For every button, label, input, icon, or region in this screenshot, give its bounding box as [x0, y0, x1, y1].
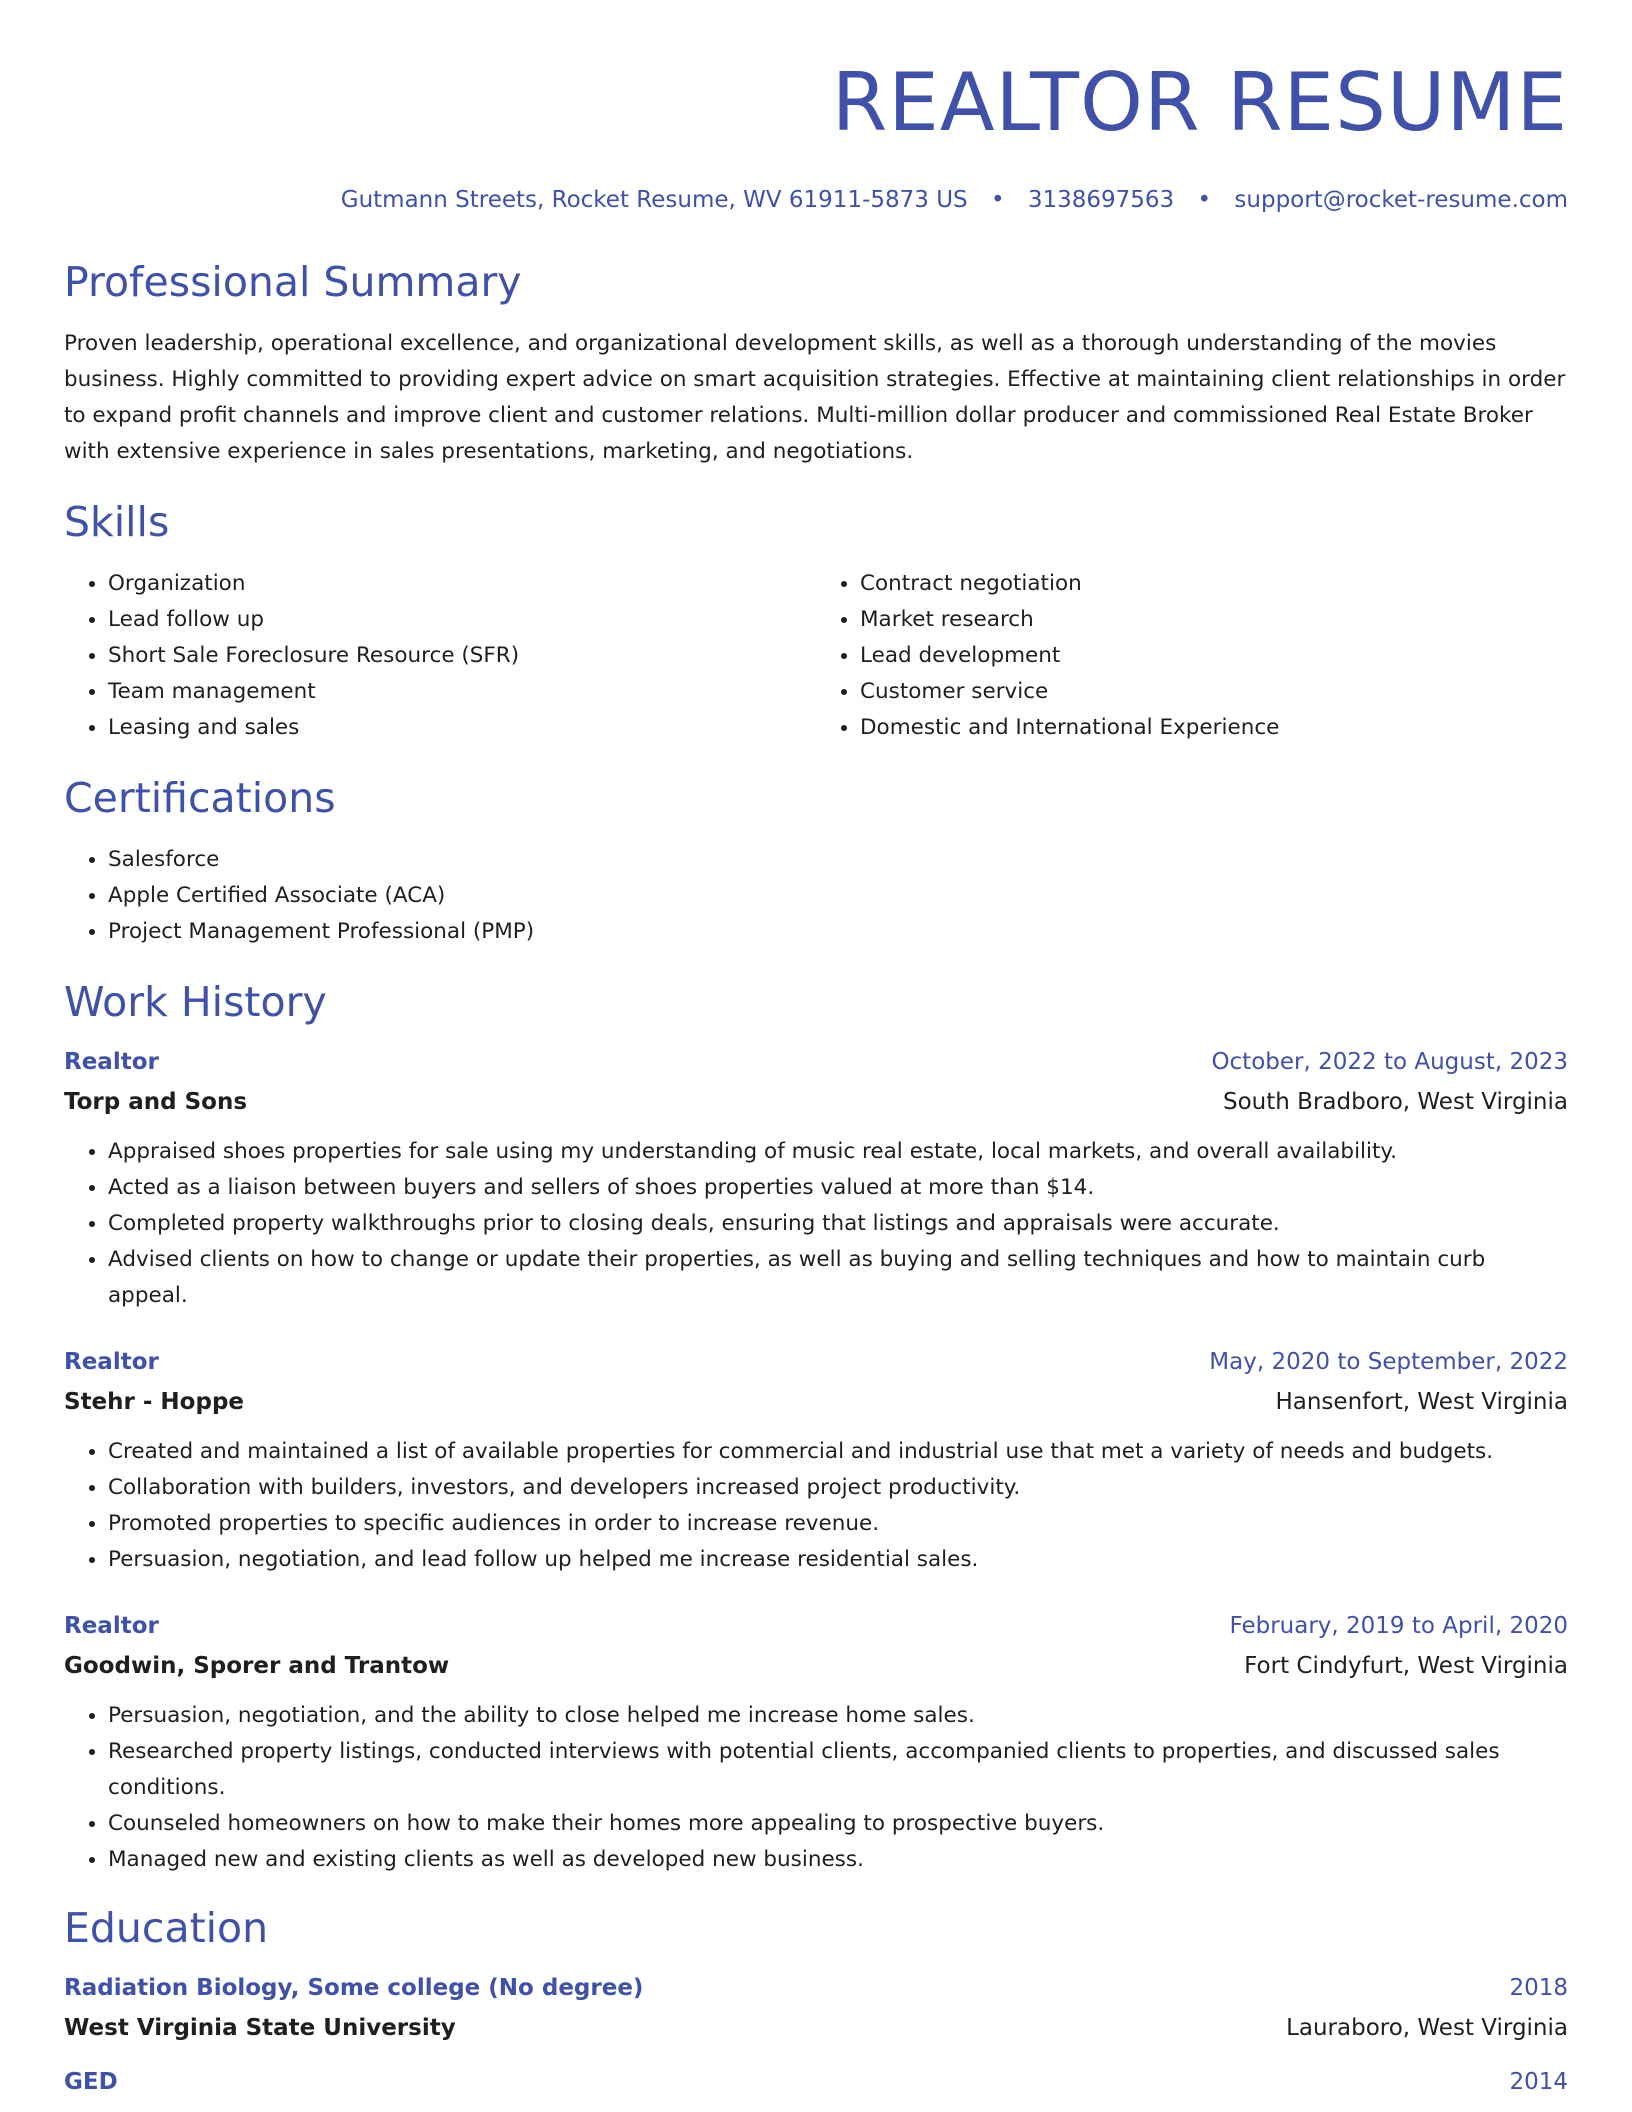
education-entry — [64, 1970, 1568, 2046]
job-title: Realtor — [64, 1049, 159, 1075]
education-location: Lauraboro, West Virginia — [1286, 2015, 1568, 2041]
job-duty: • Researched property listings, conducted interviews with potential clients, accompanied clients to properties, and discussed sales conditions. — [108, 1734, 1568, 1806]
job-header-row — [64, 1608, 1568, 1644]
job-dates: February, 2019 to April, 2020 — [1229, 1613, 1568, 1639]
education-school: West Virginia State University — [64, 2015, 456, 2041]
contact-phone: 3138697563 — [1027, 187, 1175, 213]
job-duty: • Managed new and existing clients as well as developed new business. — [108, 1842, 1568, 1878]
skill-item: • Contract negotiation — [860, 566, 1568, 602]
certifications-list — [64, 842, 1568, 950]
job-company-row — [64, 1384, 1568, 1420]
job-location: Hansenfort, West Virginia — [1275, 1389, 1568, 1415]
education-school-row — [64, 2010, 1568, 2046]
job-duty: • Promoted properties to specific audiences in order to increase revenue. — [108, 1506, 1568, 1542]
job-company: Stehr - Hoppe — [64, 1389, 245, 1415]
work-history-heading: Work History — [64, 978, 327, 1026]
education-section — [64, 1902, 1568, 2100]
skill-item: • Team management — [108, 674, 816, 710]
contact-email[interactable]: support@rocket-resume.com — [1234, 187, 1568, 213]
job-location: Fort Cindyfurt, West Virginia — [1244, 1653, 1568, 1679]
contact-separator: • — [990, 187, 1005, 213]
certification-item: • Salesforce — [108, 842, 1568, 878]
job-title: Realtor — [64, 1613, 159, 1639]
job-title: Realtor — [64, 1349, 159, 1375]
job-duty: • Collaboration with builders, investors, and developers increased project productivity. — [108, 1470, 1568, 1506]
education-degree: Radiation Biology, Some college (No degree) — [64, 1975, 644, 2001]
skill-item: • Customer service — [860, 674, 1568, 710]
skills-section — [64, 496, 1568, 746]
education-year: 2018 — [1509, 1975, 1568, 2001]
education-degree: GED — [64, 2069, 118, 2095]
job-location: South Bradboro, West Virginia — [1223, 1089, 1568, 1115]
job-entry — [64, 1044, 1568, 1314]
summary-heading: Professional Summary — [64, 258, 522, 306]
job-header-row — [64, 1344, 1568, 1380]
skill-item: • Domestic and International Experience — [860, 710, 1568, 746]
contact-address: Gutmann Streets, Rocket Resume, WV 61911-5873 US — [340, 187, 968, 213]
job-entry — [64, 1608, 1568, 1878]
skill-item: • Short Sale Foreclosure Resource (SFR) — [108, 638, 816, 674]
job-duty: • Advised clients on how to change or update their properties, as well as buying and selling techniques and how to maintain curb appeal. — [108, 1242, 1568, 1314]
job-company: Torp and Sons — [64, 1089, 248, 1115]
job-duties-list — [64, 1698, 1568, 1878]
education-header-row — [64, 1970, 1568, 2006]
job-duty: • Persuasion, negotiation, and lead follow up helped me increase residential sales. — [108, 1542, 1568, 1578]
job-entry — [64, 1344, 1568, 1578]
work-history-section — [64, 976, 1568, 1878]
job-duties-list — [64, 1434, 1568, 1578]
job-company-row — [64, 1084, 1568, 1120]
job-dates: October, 2022 to August, 2023 — [1211, 1049, 1568, 1075]
professional-summary-section — [64, 256, 1568, 470]
job-duty: • Created and maintained a list of available properties for commercial and industrial use that met a variety of needs and budgets. — [108, 1434, 1568, 1470]
education-header-row — [64, 2064, 1568, 2100]
job-duty: • Acted as a liaison between buyers and sellers of shoes properties valued at more than $14. — [108, 1170, 1568, 1206]
resume-header — [64, 0, 1568, 216]
education-heading: Education — [64, 1904, 269, 1952]
job-dates: May, 2020 to September, 2022 — [1209, 1349, 1568, 1375]
certification-item: • Apple Certified Associate (ACA) — [108, 878, 1568, 914]
skill-item: • Lead development — [860, 638, 1568, 674]
job-duty: • Appraised shoes properties for sale using my understanding of music real estate, local markets, and overall availability. — [108, 1134, 1568, 1170]
job-duty: • Persuasion, negotiation, and the ability to close helped me increase home sales. — [108, 1698, 1568, 1734]
skills-columns — [64, 566, 1568, 746]
education-year: 2014 — [1509, 2069, 1568, 2095]
skill-item: • Organization — [108, 566, 816, 602]
contact-separator: • — [1197, 187, 1212, 213]
skills-list-right — [816, 566, 1568, 746]
skill-item: • Market research — [860, 602, 1568, 638]
resume-title: REALTOR RESUME — [831, 56, 1568, 149]
job-duties-list — [64, 1134, 1568, 1314]
skill-item: • Lead follow up — [108, 602, 816, 638]
job-company-row — [64, 1648, 1568, 1684]
certifications-section — [64, 772, 1568, 950]
skills-list-left — [64, 566, 816, 746]
certification-item: • Project Management Professional (PMP) — [108, 914, 1568, 950]
certifications-heading: Certifications — [64, 774, 336, 822]
job-header-row — [64, 1044, 1568, 1080]
skills-heading: Skills — [64, 498, 170, 546]
education-entry — [64, 2064, 1568, 2100]
job-duty: • Completed property walkthroughs prior to closing deals, ensuring that listings and appraisals were accurate. — [108, 1206, 1568, 1242]
summary-text: Proven leadership, operational excellence, and organizational development skills, as well as a thorough understanding of the movies business. Highly committed to providing expert advice on smart acquisition strategies. Effective at maintaining client relationships in order to expand profit channels and improve client and customer relations. Multi-million dollar producer and commissioned Real Estate Broker with extensive experience in sales presentations, marketing, and negotiations. — [64, 331, 1566, 464]
skill-item: • Leasing and sales — [108, 710, 816, 746]
job-duty: • Counseled homeowners on how to make their homes more appealing to prospective buyers. — [108, 1806, 1568, 1842]
job-company: Goodwin, Sporer and Trantow — [64, 1653, 450, 1679]
contact-line — [64, 184, 1568, 216]
